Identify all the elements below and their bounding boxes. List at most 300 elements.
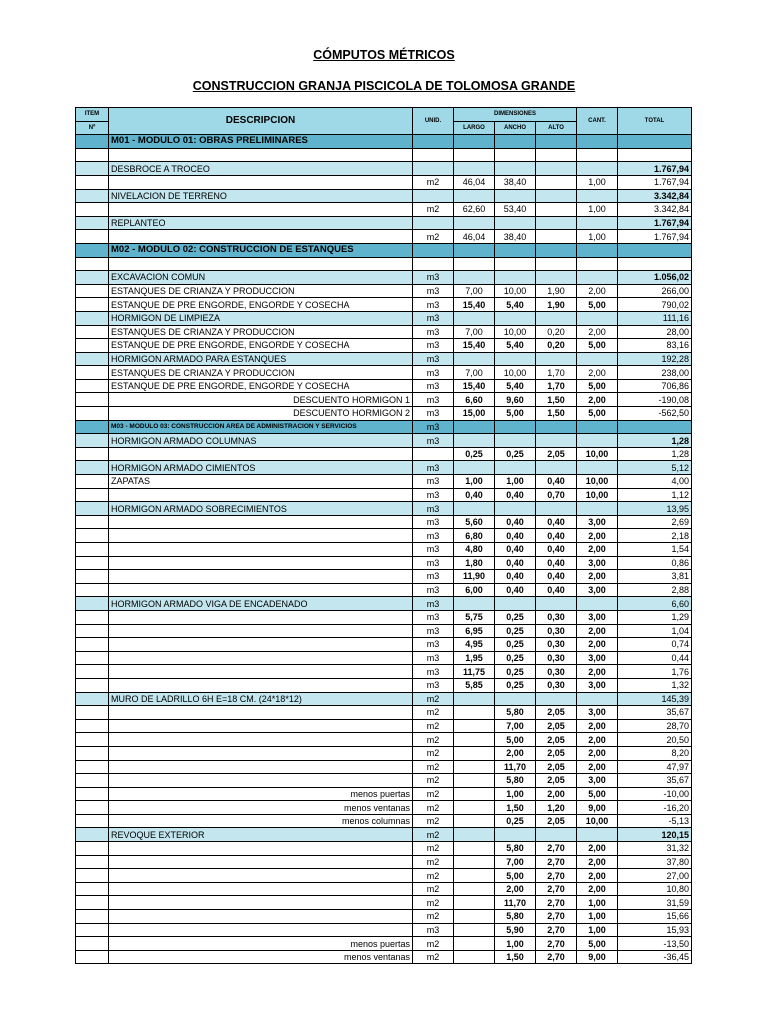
cantidad-cell: 5,00 <box>577 407 618 421</box>
unit-cell: m3 <box>413 556 454 570</box>
empty-cell <box>577 216 618 230</box>
description-cell <box>109 760 413 774</box>
description-cell: ESTANQUE DE PRE ENGORDE, ENGORDE Y COSECHA <box>109 379 413 393</box>
alto-cell: 1,70 <box>536 379 577 393</box>
empty-cell <box>495 597 536 611</box>
alto-cell: 2,05 <box>536 746 577 760</box>
ancho-cell: 0,25 <box>495 678 536 692</box>
alto-cell: 0,30 <box>536 651 577 665</box>
largo-cell: 4,95 <box>454 638 495 652</box>
empty-cell <box>536 216 577 230</box>
largo-cell: 0,40 <box>454 488 495 502</box>
table-row <box>76 842 692 856</box>
description-cell <box>109 583 413 597</box>
cantidad-cell: 2,00 <box>577 366 618 380</box>
alto-cell: 2,70 <box>536 869 577 883</box>
item-cell <box>76 678 109 692</box>
table-row <box>76 638 692 652</box>
cantidad-cell: 2,00 <box>577 869 618 883</box>
table-row <box>76 882 692 896</box>
ancho-cell: 0,25 <box>495 651 536 665</box>
unit-cell: m3 <box>413 434 454 448</box>
table-body <box>76 108 692 964</box>
item-cell <box>76 624 109 638</box>
largo-cell: 6,80 <box>454 529 495 543</box>
largo-cell <box>454 896 495 910</box>
table-row <box>76 570 692 584</box>
category-row <box>76 162 692 176</box>
description-cell <box>109 923 413 937</box>
total-cell: 83,16 <box>618 339 692 353</box>
table-row <box>76 325 692 339</box>
largo-cell: 1,95 <box>454 651 495 665</box>
largo-cell: 62,60 <box>454 203 495 217</box>
description-cell: ESTANQUES DE CRIANZA Y PRODUCCION <box>109 284 413 298</box>
ancho-cell: 1,00 <box>495 937 536 951</box>
item-cell <box>76 515 109 529</box>
total-cell: 28,70 <box>618 719 692 733</box>
unit-cell: m3 <box>413 570 454 584</box>
unit-cell: m3 <box>413 638 454 652</box>
alto-cell: 0,20 <box>536 339 577 353</box>
unit-cell: m2 <box>413 733 454 747</box>
total-cell: 1.056,02 <box>618 271 692 285</box>
ancho-cell: 0,25 <box>495 610 536 624</box>
alto-cell: 2,05 <box>536 774 577 788</box>
empty-cell <box>76 257 109 271</box>
empty-cell <box>577 828 618 842</box>
largo-cell: 11,75 <box>454 665 495 679</box>
unit-cell: m3 <box>413 325 454 339</box>
largo-cell <box>454 842 495 856</box>
alto-cell <box>536 203 577 217</box>
item-cell <box>76 597 109 611</box>
unit-cell: m3 <box>413 311 454 325</box>
ancho-cell: 1,50 <box>495 950 536 964</box>
empty-cell <box>536 461 577 475</box>
empty-cell <box>109 257 413 271</box>
total-cell: 15,93 <box>618 923 692 937</box>
item-cell <box>76 910 109 924</box>
table-row <box>76 529 692 543</box>
item-cell <box>76 896 109 910</box>
item-cell <box>76 801 109 815</box>
total-cell: 0,44 <box>618 651 692 665</box>
item-cell <box>76 298 109 312</box>
alto-cell: 0,30 <box>536 638 577 652</box>
ancho-cell: 0,25 <box>495 814 536 828</box>
unit-cell: m2 <box>413 774 454 788</box>
header-row-1 <box>76 108 692 122</box>
cantidad-cell: 3,00 <box>577 774 618 788</box>
description-cell <box>109 543 413 557</box>
item-cell <box>76 842 109 856</box>
total-cell: 4,00 <box>618 475 692 489</box>
largo-cell: 11,90 <box>454 570 495 584</box>
largo-cell: 5,85 <box>454 678 495 692</box>
header-unidad: UNID. <box>413 108 454 135</box>
ancho-cell: 1,00 <box>495 787 536 801</box>
largo-cell: 6,60 <box>454 393 495 407</box>
alto-cell: 0,40 <box>536 570 577 584</box>
alto-cell: 0,40 <box>536 583 577 597</box>
item-cell <box>76 475 109 489</box>
cantidad-cell: 10,00 <box>577 488 618 502</box>
table-row <box>76 175 692 189</box>
table-row <box>76 543 692 557</box>
description-cell <box>109 529 413 543</box>
category-row <box>76 597 692 611</box>
total-cell: 266,00 <box>618 284 692 298</box>
category-title: REVOQUE EXTERIOR <box>109 828 413 842</box>
item-cell <box>76 488 109 502</box>
empty-cell <box>454 148 495 162</box>
alto-cell: 1,50 <box>536 393 577 407</box>
empty-cell <box>454 135 495 149</box>
description-cell <box>109 515 413 529</box>
description-cell <box>109 896 413 910</box>
largo-cell: 46,04 <box>454 175 495 189</box>
unit-cell: m2 <box>413 692 454 706</box>
unit-cell: m3 <box>413 284 454 298</box>
item-cell <box>76 665 109 679</box>
alto-cell: 1,50 <box>536 407 577 421</box>
empty-cell <box>577 434 618 448</box>
category-row <box>76 828 692 842</box>
table-row <box>76 624 692 638</box>
ancho-cell: 0,40 <box>495 556 536 570</box>
empty-cell <box>577 148 618 162</box>
item-cell <box>76 339 109 353</box>
alto-cell: 2,70 <box>536 923 577 937</box>
description-cell <box>109 733 413 747</box>
largo-cell: 5,75 <box>454 610 495 624</box>
item-cell <box>76 189 109 203</box>
table-row <box>76 203 692 217</box>
alto-cell: 0,40 <box>536 543 577 557</box>
description-cell <box>109 774 413 788</box>
alto-cell: 0,40 <box>536 529 577 543</box>
description-cell <box>109 638 413 652</box>
description-cell <box>109 746 413 760</box>
description-cell <box>109 610 413 624</box>
table-row <box>76 284 692 298</box>
ancho-cell: 5,40 <box>495 379 536 393</box>
ancho-cell: 5,40 <box>495 339 536 353</box>
unit-cell: m2 <box>413 787 454 801</box>
total-cell: 37,80 <box>618 855 692 869</box>
blank-row <box>76 257 692 271</box>
empty-cell <box>536 162 577 176</box>
alto-cell: 0,20 <box>536 325 577 339</box>
table-row <box>76 869 692 883</box>
empty-cell <box>536 135 577 149</box>
total-cell: 10,80 <box>618 882 692 896</box>
empty-cell <box>536 271 577 285</box>
header-numero: Nº <box>76 121 109 135</box>
alto-cell: 2,70 <box>536 950 577 964</box>
largo-cell <box>454 774 495 788</box>
description-cell <box>109 230 413 244</box>
unit-cell: m3 <box>413 298 454 312</box>
table-row <box>76 787 692 801</box>
unit-cell: m3 <box>413 488 454 502</box>
alto-cell <box>536 175 577 189</box>
total-cell: 31,32 <box>618 842 692 856</box>
table-row <box>76 298 692 312</box>
cantidad-cell: 2,00 <box>577 638 618 652</box>
empty-cell <box>577 461 618 475</box>
total-cell: 2,18 <box>618 529 692 543</box>
empty-cell <box>413 257 454 271</box>
ancho-cell: 11,70 <box>495 896 536 910</box>
total-cell: 35,67 <box>618 706 692 720</box>
table-row <box>76 407 692 421</box>
empty-cell <box>536 828 577 842</box>
description-cell <box>109 842 413 856</box>
alto-cell: 2,70 <box>536 882 577 896</box>
largo-cell: 4,80 <box>454 543 495 557</box>
alto-cell: 2,05 <box>536 447 577 461</box>
total-cell: 6,60 <box>618 597 692 611</box>
total-cell: 1,28 <box>618 434 692 448</box>
total-cell: 0,74 <box>618 638 692 652</box>
item-cell <box>76 828 109 842</box>
cantidad-cell: 5,00 <box>577 937 618 951</box>
description-cell: menos columnas <box>109 814 413 828</box>
item-cell <box>76 393 109 407</box>
cantidad-cell: 5,00 <box>577 339 618 353</box>
description-cell: DESCUENTO HORMIGON 2 <box>109 407 413 421</box>
unit-cell: m2 <box>413 814 454 828</box>
cantidad-cell: 5,00 <box>577 787 618 801</box>
total-cell: -5,13 <box>618 814 692 828</box>
total-cell: 27,00 <box>618 869 692 883</box>
unit-cell: m2 <box>413 203 454 217</box>
empty-cell <box>536 311 577 325</box>
total-cell: -16,20 <box>618 801 692 815</box>
cantidad-cell: 3,00 <box>577 583 618 597</box>
category-row <box>76 434 692 448</box>
unit-cell: m3 <box>413 475 454 489</box>
total-cell: 2,88 <box>618 583 692 597</box>
unit-cell <box>413 189 454 203</box>
category-title: MURO DE LADRILLO 6H E=18 CM. (24*18*12) <box>109 692 413 706</box>
total-cell: 145,39 <box>618 692 692 706</box>
unit-cell: m3 <box>413 420 454 434</box>
empty-cell <box>577 692 618 706</box>
total-cell: 31,59 <box>618 896 692 910</box>
cantidad-cell: 2,00 <box>577 624 618 638</box>
empty-cell <box>495 162 536 176</box>
description-cell: DESCUENTO HORMIGON 1 <box>109 393 413 407</box>
category-title: HORMIGON ARMADO CIMIENTOS <box>109 461 413 475</box>
item-cell <box>76 774 109 788</box>
largo-cell: 15,40 <box>454 379 495 393</box>
unit-cell: m3 <box>413 407 454 421</box>
empty-cell <box>618 135 692 149</box>
cantidad-cell: 3,00 <box>577 556 618 570</box>
cantidad-cell: 10,00 <box>577 814 618 828</box>
total-cell: 3,81 <box>618 570 692 584</box>
largo-cell: 46,04 <box>454 230 495 244</box>
table-row <box>76 950 692 964</box>
unit-cell: m3 <box>413 379 454 393</box>
description-cell <box>109 651 413 665</box>
largo-cell <box>454 706 495 720</box>
total-cell: 1.767,94 <box>618 175 692 189</box>
total-cell: 1,12 <box>618 488 692 502</box>
ancho-cell: 53,40 <box>495 203 536 217</box>
cantidad-cell: 1,00 <box>577 203 618 217</box>
item-cell <box>76 271 109 285</box>
ancho-cell: 10,00 <box>495 366 536 380</box>
table-row <box>76 610 692 624</box>
alto-cell: 2,70 <box>536 937 577 951</box>
ancho-cell: 5,80 <box>495 910 536 924</box>
cantidad-cell: 9,00 <box>577 801 618 815</box>
ancho-cell: 5,80 <box>495 842 536 856</box>
ancho-cell: 5,00 <box>495 407 536 421</box>
table-row <box>76 230 692 244</box>
largo-cell <box>454 719 495 733</box>
empty-cell <box>536 420 577 434</box>
cantidad-cell: 2,00 <box>577 393 618 407</box>
table-row <box>76 814 692 828</box>
unit-cell: m3 <box>413 461 454 475</box>
empty-cell <box>454 828 495 842</box>
ancho-cell: 5,40 <box>495 298 536 312</box>
total-cell: 1,28 <box>618 447 692 461</box>
item-cell <box>76 203 109 217</box>
empty-cell <box>495 271 536 285</box>
largo-cell: 15,40 <box>454 339 495 353</box>
total-cell: -13,50 <box>618 937 692 951</box>
alto-cell: 0,40 <box>536 475 577 489</box>
total-cell: 1,54 <box>618 543 692 557</box>
description-cell <box>109 624 413 638</box>
description-cell: ESTANQUE DE PRE ENGORDE, ENGORDE Y COSECHA <box>109 339 413 353</box>
description-cell: menos ventanas <box>109 801 413 815</box>
largo-cell: 0,25 <box>454 447 495 461</box>
unit-cell: m2 <box>413 706 454 720</box>
description-cell <box>109 556 413 570</box>
category-title: NIVELACION DE TERRENO <box>109 189 413 203</box>
blank-row <box>76 148 692 162</box>
item-cell <box>76 284 109 298</box>
alto-cell: 2,70 <box>536 855 577 869</box>
empty-cell <box>76 148 109 162</box>
empty-cell <box>454 502 495 516</box>
total-cell: 1,32 <box>618 678 692 692</box>
cantidad-cell: 2,00 <box>577 529 618 543</box>
category-title: HORMIGON ARMADO SOBRECIMIENTOS <box>109 502 413 516</box>
total-cell: 13,95 <box>618 502 692 516</box>
unit-cell: m3 <box>413 583 454 597</box>
category-title: EXCAVACION COMUN <box>109 271 413 285</box>
empty-cell <box>577 243 618 257</box>
unit-cell <box>413 162 454 176</box>
empty-cell <box>495 692 536 706</box>
ancho-cell: 2,00 <box>495 882 536 896</box>
largo-cell <box>454 733 495 747</box>
item-cell <box>76 556 109 570</box>
table-row <box>76 366 692 380</box>
cantidad-cell: 2,00 <box>577 842 618 856</box>
category-title: HORMIGON ARMADO VIGA DE ENCADENADO <box>109 597 413 611</box>
largo-cell: 1,80 <box>454 556 495 570</box>
total-cell: 20,50 <box>618 733 692 747</box>
unit-cell: m3 <box>413 339 454 353</box>
category-row <box>76 311 692 325</box>
category-row <box>76 692 692 706</box>
ancho-cell: 0,40 <box>495 488 536 502</box>
item-cell <box>76 706 109 720</box>
item-cell <box>76 869 109 883</box>
cantidad-cell: 2,00 <box>577 882 618 896</box>
empty-cell <box>536 189 577 203</box>
empty-cell <box>454 461 495 475</box>
item-cell <box>76 692 109 706</box>
total-cell: -190,08 <box>618 393 692 407</box>
description-cell <box>109 882 413 896</box>
unit-cell: m3 <box>413 597 454 611</box>
computos-table <box>75 107 692 964</box>
cantidad-cell: 2,00 <box>577 855 618 869</box>
alto-cell: 2,05 <box>536 733 577 747</box>
header-largo: LARGO <box>454 121 495 135</box>
table-row <box>76 896 692 910</box>
description-cell <box>109 706 413 720</box>
table-row <box>76 583 692 597</box>
empty-cell <box>577 597 618 611</box>
alto-cell: 2,70 <box>536 842 577 856</box>
alto-cell: 1,90 <box>536 284 577 298</box>
section-row <box>76 243 692 257</box>
alto-cell: 2,05 <box>536 719 577 733</box>
category-row <box>76 461 692 475</box>
largo-cell: 5,60 <box>454 515 495 529</box>
ancho-cell: 1,00 <box>495 475 536 489</box>
section-title: M01 - MODULO 01: OBRAS PRELIMINARES <box>109 135 413 149</box>
item-cell <box>76 135 109 149</box>
category-title: DESBROCE A TROCEO <box>109 162 413 176</box>
table-row <box>76 706 692 720</box>
empty-cell <box>454 692 495 706</box>
table-row <box>76 746 692 760</box>
item-cell <box>76 461 109 475</box>
header-cantidad: CANT. <box>577 108 618 135</box>
total-cell: -562,50 <box>618 407 692 421</box>
description-cell <box>109 910 413 924</box>
largo-cell: 7,00 <box>454 366 495 380</box>
largo-cell: 15,00 <box>454 407 495 421</box>
cantidad-cell: 3,00 <box>577 515 618 529</box>
category-title: HORMIGON ARMADO COLUMNAS <box>109 434 413 448</box>
total-cell: 1,76 <box>618 665 692 679</box>
empty-cell <box>454 597 495 611</box>
cantidad-cell: 2,00 <box>577 665 618 679</box>
header-ancho: ANCHO <box>495 121 536 135</box>
cantidad-cell: 2,00 <box>577 570 618 584</box>
largo-cell <box>454 937 495 951</box>
table-row <box>76 665 692 679</box>
cantidad-cell: 2,00 <box>577 325 618 339</box>
unit-cell <box>413 135 454 149</box>
cantidad-cell: 10,00 <box>577 475 618 489</box>
empty-cell <box>577 189 618 203</box>
largo-cell <box>454 869 495 883</box>
